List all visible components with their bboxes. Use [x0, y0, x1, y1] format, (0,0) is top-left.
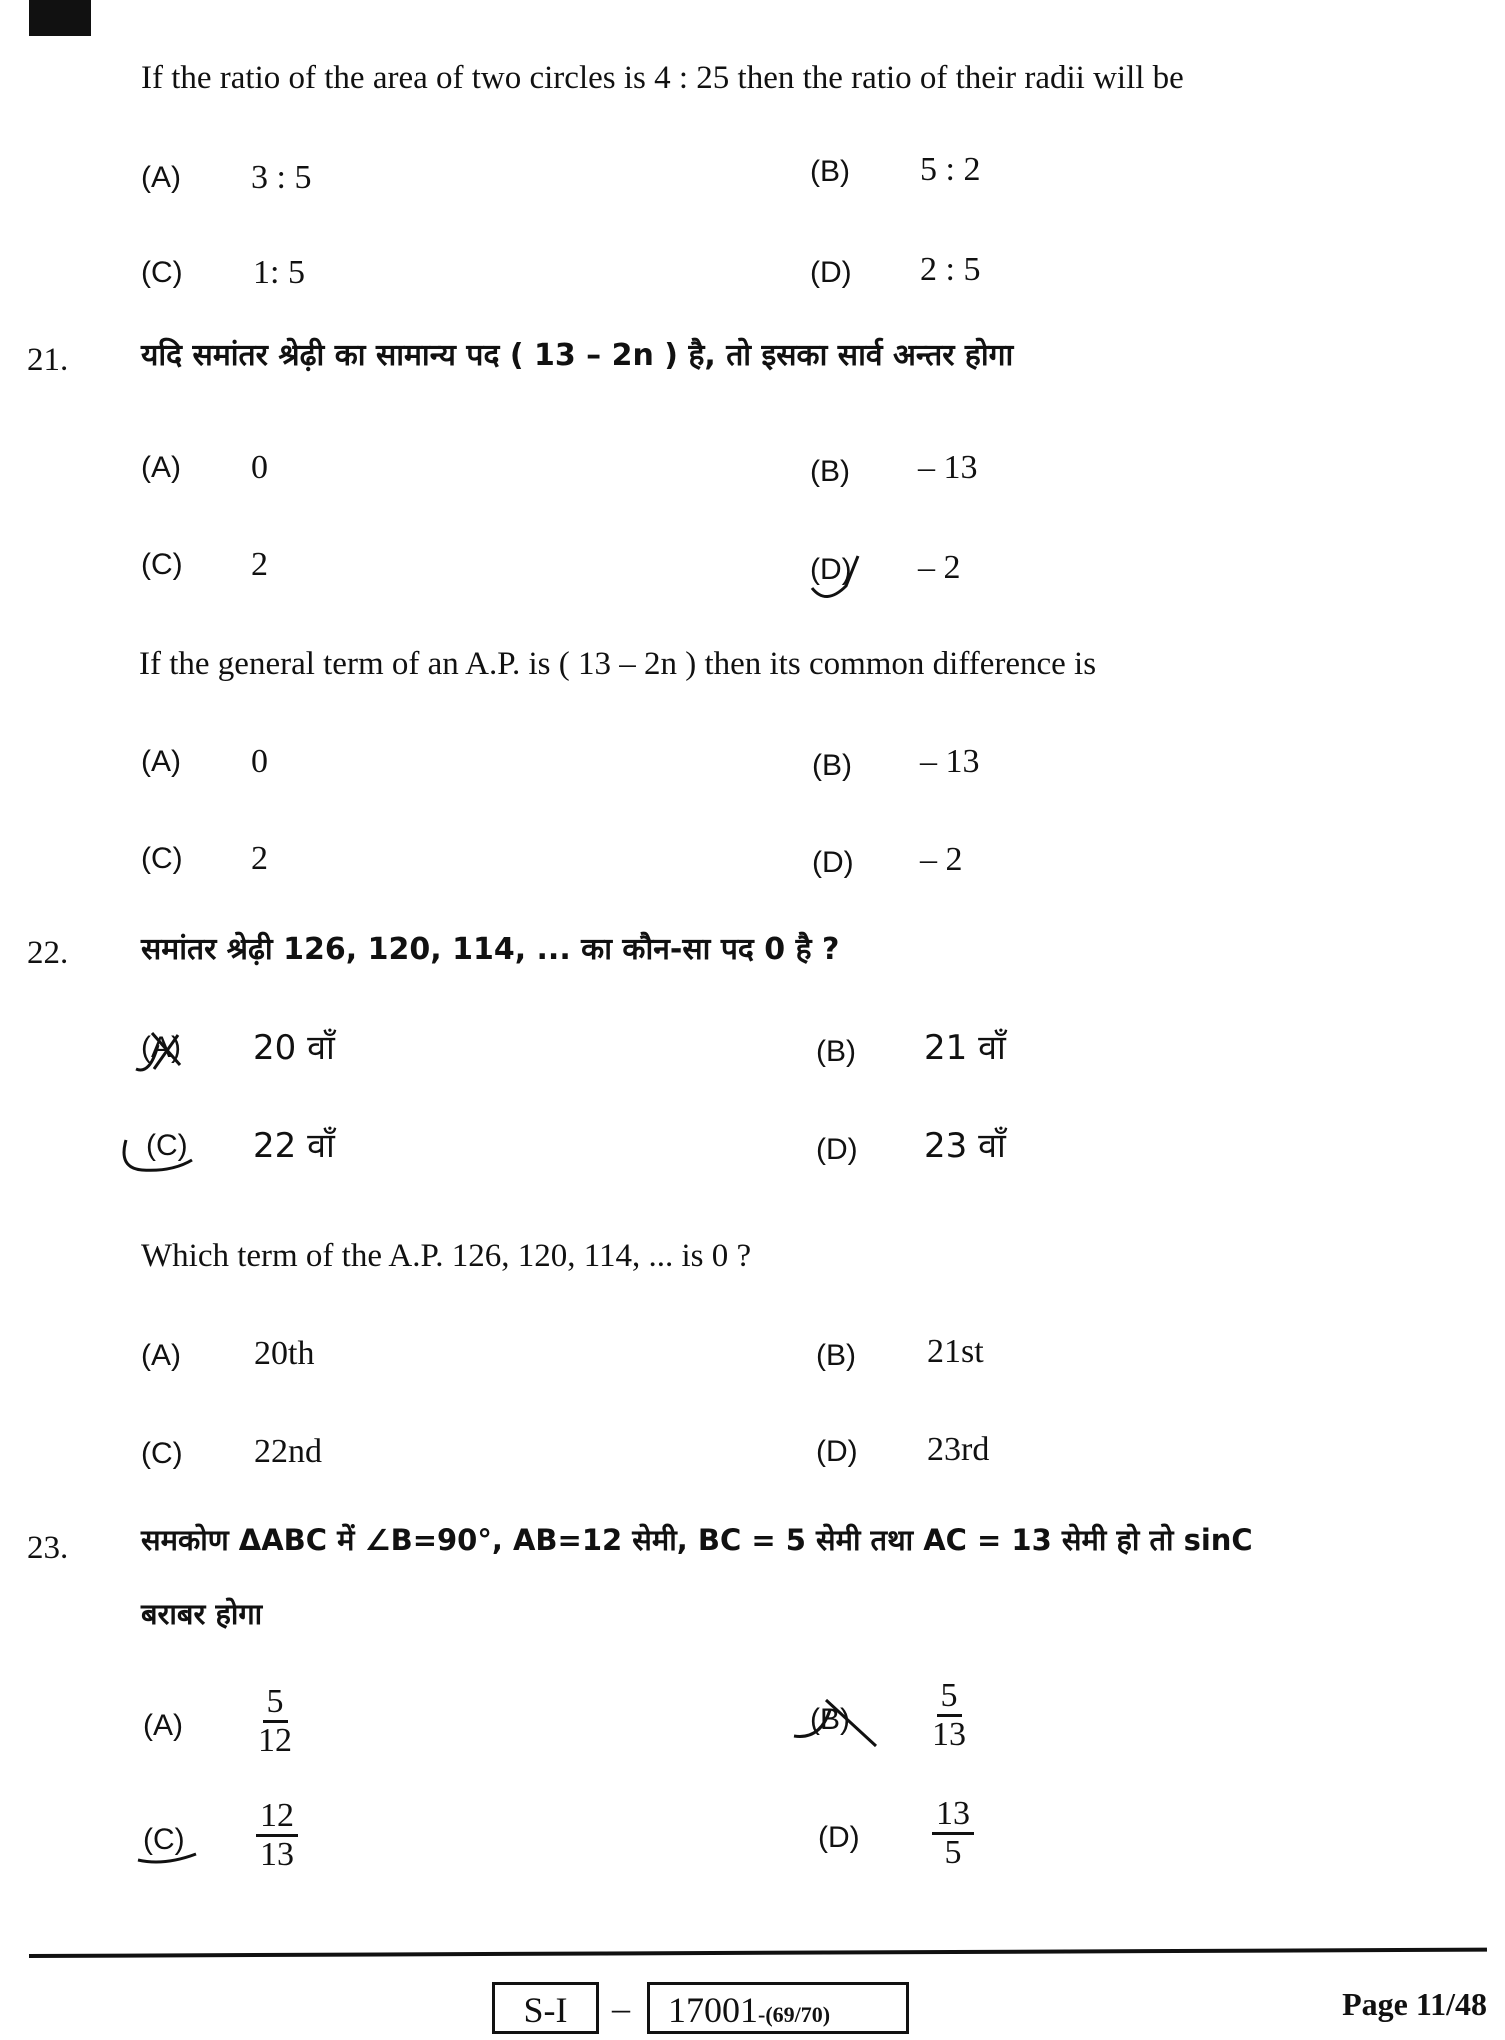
option-value-fraction: [932, 1796, 974, 1871]
option-label: (C): [141, 256, 183, 289]
option-value: – 13: [918, 449, 978, 486]
option-label: (C): [141, 548, 183, 581]
option-label: (B): [810, 155, 850, 188]
option-value: 21 वाँ: [924, 1028, 1006, 1068]
footer-divider: [29, 1948, 1487, 1958]
option-label: (D): [810, 256, 852, 289]
series-box: S-I: [492, 1982, 599, 2034]
paper-code: 17001: [668, 1990, 758, 2030]
option-label: (A): [143, 1709, 183, 1742]
denominator: 12: [258, 1722, 292, 1759]
handwritten-cross-mark: [790, 1690, 880, 1750]
option-label: (C): [141, 1437, 183, 1470]
option-value-fraction: [932, 1678, 966, 1753]
option-value: 22nd: [254, 1433, 322, 1470]
question-number: 21.: [27, 342, 69, 378]
denominator: 13: [260, 1836, 294, 1873]
option-label: (D): [812, 846, 854, 879]
option-value: 20 वाँ: [253, 1028, 335, 1068]
page-number: Page 11/48: [1342, 1986, 1487, 2022]
option-value: 22 वाँ: [253, 1126, 335, 1166]
option-label: (B): [810, 1703, 850, 1736]
numerator: 13: [932, 1796, 974, 1835]
option-value: 23 वाँ: [924, 1126, 1006, 1166]
option-label: (D): [810, 553, 852, 586]
denominator: 5: [944, 1834, 962, 1871]
option-label: (B): [816, 1035, 856, 1068]
option-label: (D): [818, 1821, 860, 1854]
question-number: 22.: [27, 935, 69, 971]
question-20-text-en: If the ratio of the area of two circles is 4 : 25 then the ratio of their radii will be: [141, 60, 1184, 96]
handwritten-cross-mark: [130, 1025, 190, 1080]
option-label: (C): [143, 1823, 185, 1856]
option-label: (A): [141, 161, 181, 194]
option-value: 23rd: [927, 1431, 990, 1468]
question-21-text-hi: यदि समांतर श्रेढ़ी का सामान्य पद ( 13 – 2n ) है, तो इसका सार्व अन्तर होगा: [141, 338, 1014, 373]
question-22-text-hi: समांतर श्रेढ़ी 126, 120, 114, ... का कौन-सा पद 0 है ?: [141, 932, 840, 967]
option-value: 3 : 5: [251, 159, 312, 196]
handwritten-circle-mark: [112, 1120, 202, 1180]
option-label: (A): [141, 745, 181, 778]
question-23-text-hi: समकोण ΔABC में ∠B=90°, AB=12 सेमी, BC = 5 सेमी तथा AC = 13 सेमी हो तो sinC: [141, 1523, 1253, 1557]
option-value: 0: [251, 743, 268, 780]
option-value: – 2: [918, 549, 961, 586]
footer-dash: –: [612, 1988, 630, 2028]
option-label: (C): [146, 1129, 188, 1162]
numerator: 5: [937, 1678, 962, 1717]
option-value-fraction: [256, 1798, 298, 1873]
handwritten-tick-mark: [806, 548, 866, 604]
question-23-text-hi-line2: बराबर होगा: [141, 1597, 263, 1631]
question-number: 23.: [27, 1530, 69, 1566]
numerator: 12: [256, 1798, 298, 1837]
option-label: (D): [816, 1133, 858, 1166]
option-value: 21st: [927, 1333, 984, 1370]
option-label: (C): [141, 842, 183, 875]
option-value: 1: 5: [253, 254, 305, 291]
question-21-text-en: If the general term of an A.P. is ( 13 – 2n ) then its common difference is: [139, 646, 1097, 682]
option-value: 0: [251, 449, 268, 486]
paper-code-box: [647, 1982, 909, 2034]
option-value: 5 : 2: [920, 151, 981, 188]
option-value-fraction: [258, 1684, 292, 1759]
option-value: – 13: [920, 743, 980, 780]
option-value: – 2: [920, 841, 963, 878]
option-value: 2: [251, 840, 268, 877]
question-22-text-en: Which term of the A.P. 126, 120, 114, ... is 0 ?: [141, 1238, 752, 1274]
numerator: 5: [263, 1684, 288, 1723]
option-label: (B): [812, 749, 852, 782]
option-label: (B): [810, 455, 850, 488]
handwritten-underline-mark: [134, 1840, 204, 1870]
denominator: 13: [932, 1716, 966, 1753]
page-corner-marker: [29, 0, 91, 36]
option-label: (D): [816, 1435, 858, 1468]
option-label: (A): [141, 1339, 181, 1372]
option-label: (A): [141, 451, 181, 484]
option-value: 2: [251, 546, 268, 583]
option-value: 2 : 5: [920, 251, 981, 288]
option-label: (A): [141, 1031, 181, 1064]
paper-code-suffix: -(69/70): [758, 2002, 831, 2027]
option-label: (B): [816, 1339, 856, 1372]
option-value: 20th: [254, 1335, 315, 1372]
